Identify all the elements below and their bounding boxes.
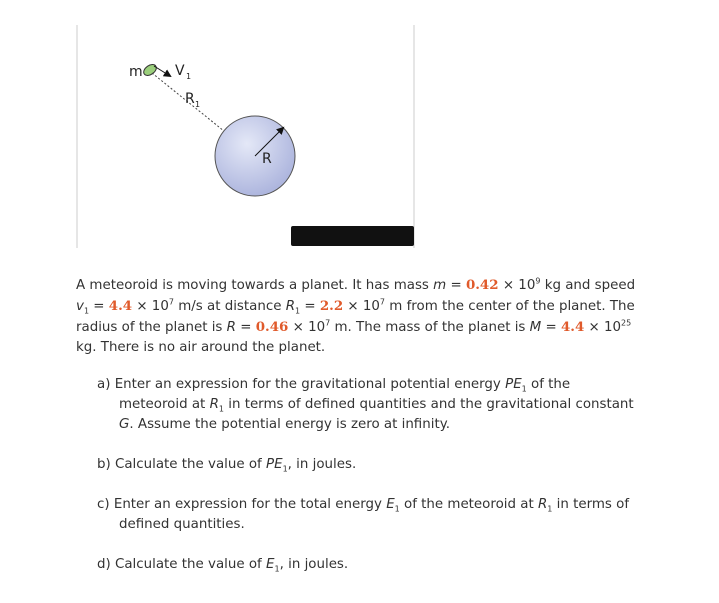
part-b: b) Calculate the value of $PE_1$, in joules.: [97, 457, 357, 474]
part-b-label: b): [97, 457, 111, 472]
mass-label: m: [129, 64, 143, 80]
orbit-diagram: [0, 0, 719, 260]
part-a-label: a): [97, 377, 111, 392]
problem-figure: [0, 0, 719, 260]
velocity-label-sub: 1: [186, 72, 192, 81]
part-c-label: c): [97, 497, 110, 512]
speed-value: 4.4: [108, 298, 133, 314]
redaction-bar: [291, 226, 414, 246]
part-a: a) Enter an expression for the gravitational potential energy $PE_1$ of the meteoroid at $R_1$ in terms of defined quantities and the gravitational constant G. Assume the potential energy is zero at infinity.: [97, 377, 634, 432]
distance-label: R: [185, 91, 195, 107]
part-d: d) Calculate the value of $E_1$, in joules.: [97, 557, 349, 574]
planet-mass-value: 4.4: [560, 319, 585, 335]
part-d-label: d): [97, 557, 111, 572]
radius-label: R: [262, 151, 272, 167]
velocity-label: V: [175, 63, 185, 79]
problem-statement: A meteoroid is moving towards a planet. It has mass $m = 0.42 \times 10^9$ kg and speed $v_1 = 4.4 \times 10^7$ m/s at distance $R_1 = 2.2 \times 10^7$ m from the center of the planet. The radius of the planet is $R = 0.46 \times 10^7$ m. The mass of the planet is $M = 4.4 \times 10^{25}$ kg. There is no air around the planet.: [76, 276, 636, 355]
distance-value: 2.2: [319, 298, 344, 314]
question-parts: [97, 375, 637, 595]
velocity-arrow: [154, 66, 170, 76]
mass-var: m: [433, 278, 447, 293]
part-c: c) Enter an expression for the total energy $E_1$ of the meteoroid at $R_1$ in terms of defined quantities.: [97, 497, 630, 532]
meteoroid-icon: [142, 62, 159, 77]
mass-value: 0.42: [465, 277, 499, 293]
distance-label-sub: 1: [195, 100, 201, 109]
radius-value: 0.46: [255, 319, 289, 335]
